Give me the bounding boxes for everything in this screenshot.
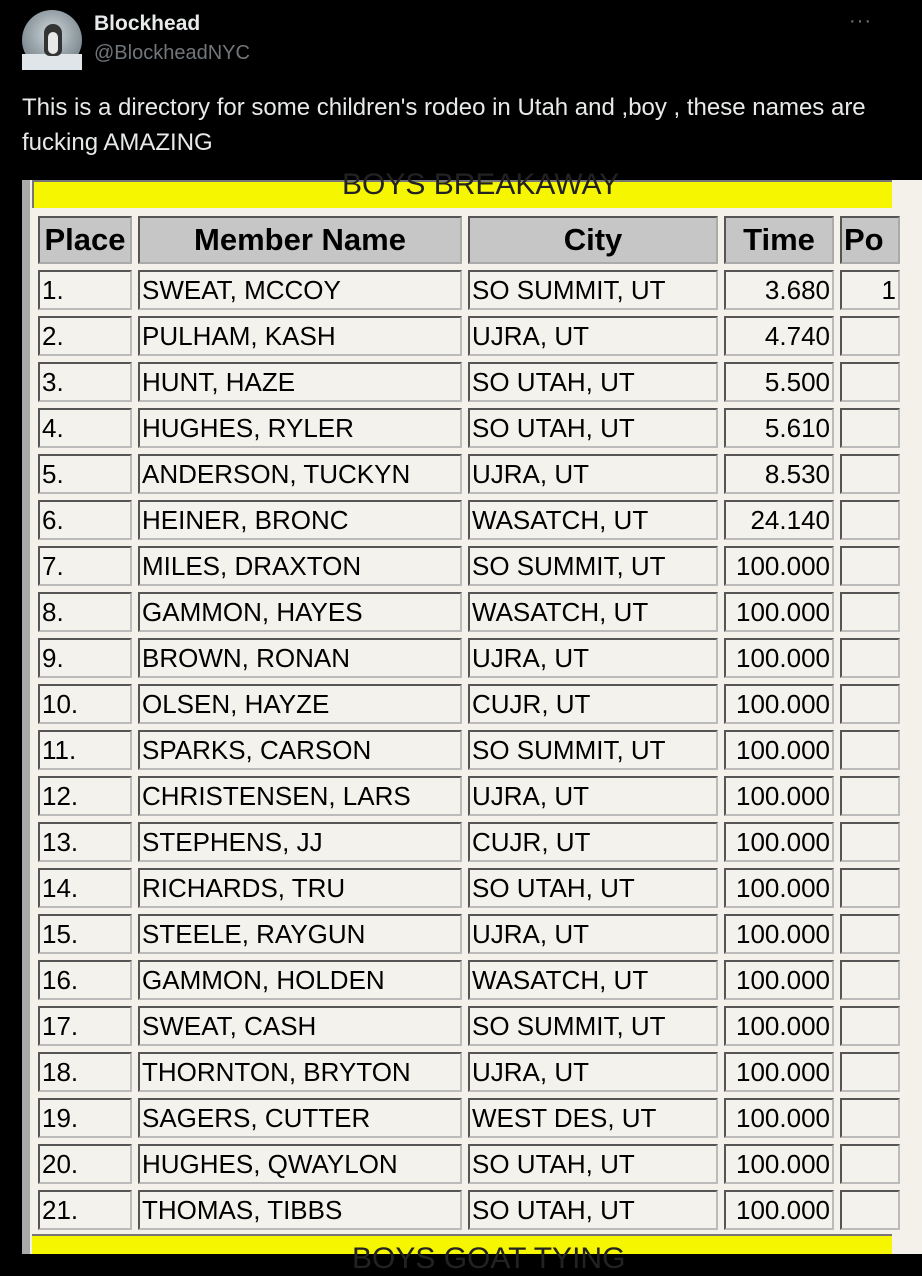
- table-row: [38, 684, 900, 724]
- post-text: This is a directory for some children's rodeo in Utah and ,boy , these names are fucking AMAZING: [22, 94, 866, 156]
- cell-city: WASATCH, UT: [468, 960, 718, 1000]
- cell-time: 100.000: [724, 1190, 834, 1230]
- col-header-points: Po: [840, 216, 900, 264]
- cell-place: 5.: [38, 454, 132, 494]
- cell-place: 15.: [38, 914, 132, 954]
- cell-time: 8.530: [724, 454, 834, 494]
- next-section-banner: [32, 1234, 892, 1275]
- cell-points: [840, 454, 900, 494]
- cell-place: 12.: [38, 776, 132, 816]
- cell-time: 100.000: [724, 776, 834, 816]
- cell-member-name: BROWN, RONAN: [138, 638, 462, 678]
- cell-member-name: SAGERS, CUTTER: [138, 1098, 462, 1138]
- table-row: [38, 914, 900, 954]
- cell-member-name: HEINER, BRONC: [138, 500, 462, 540]
- cell-time: 100.000: [724, 960, 834, 1000]
- cell-member-name: HUGHES, QWAYLON: [138, 1144, 462, 1184]
- cell-points: [840, 1052, 900, 1092]
- cell-member-name: HUGHES, RYLER: [138, 408, 462, 448]
- cell-time: 24.140: [724, 500, 834, 540]
- cell-points: [840, 546, 900, 586]
- results-table: [32, 210, 906, 1236]
- cell-city: SO SUMMIT, UT: [468, 546, 718, 586]
- avatar[interactable]: [22, 10, 82, 70]
- table-row: [38, 592, 900, 632]
- avatar-snow: [22, 54, 82, 70]
- col-header-member-name: Member Name: [138, 216, 462, 264]
- cell-place: 20.: [38, 1144, 132, 1184]
- cell-member-name: SPARKS, CARSON: [138, 730, 462, 770]
- cell-place: 11.: [38, 730, 132, 770]
- cell-points: 1: [840, 270, 900, 310]
- cell-city: UJRA, UT: [468, 1052, 718, 1092]
- table-row: [38, 270, 900, 310]
- cell-member-name: STEPHENS, JJ: [138, 822, 462, 862]
- table-row: [38, 1144, 900, 1184]
- cell-city: SO SUMMIT, UT: [468, 730, 718, 770]
- cell-city: SO UTAH, UT: [468, 362, 718, 402]
- cell-place: 3.: [38, 362, 132, 402]
- cell-points: [840, 960, 900, 1000]
- cell-city: SO UTAH, UT: [468, 408, 718, 448]
- cell-time: 100.000: [724, 1006, 834, 1046]
- cell-time: 100.000: [724, 868, 834, 908]
- cell-city: SO SUMMIT, UT: [468, 1006, 718, 1046]
- table-row: [38, 1052, 900, 1092]
- cell-city: WASATCH, UT: [468, 500, 718, 540]
- cell-member-name: GAMMON, HAYES: [138, 592, 462, 632]
- cell-points: [840, 500, 900, 540]
- col-header-time: Time: [724, 216, 834, 264]
- cell-place: 4.: [38, 408, 132, 448]
- table-row: [38, 960, 900, 1000]
- cell-points: [840, 1098, 900, 1138]
- cell-place: 2.: [38, 316, 132, 356]
- cell-city: UJRA, UT: [468, 316, 718, 356]
- cell-member-name: MILES, DRAXTON: [138, 546, 462, 586]
- more-dots-icon[interactable]: ···: [849, 10, 872, 32]
- cell-points: [840, 868, 900, 908]
- cell-time: 100.000: [724, 1098, 834, 1138]
- cell-place: 14.: [38, 868, 132, 908]
- cell-time: 3.680: [724, 270, 834, 310]
- post-image[interactable]: [22, 168, 896, 1275]
- cell-member-name: SWEAT, CASH: [138, 1006, 462, 1046]
- cell-points: [840, 1190, 900, 1230]
- cell-place: 18.: [38, 1052, 132, 1092]
- col-header-place: Place: [38, 216, 132, 264]
- cell-city: UJRA, UT: [468, 454, 718, 494]
- cell-time: 5.610: [724, 408, 834, 448]
- cell-points: [840, 684, 900, 724]
- section-banner: [32, 168, 892, 208]
- cell-points: [840, 914, 900, 954]
- cell-time: 100.000: [724, 730, 834, 770]
- table-row: [38, 362, 900, 402]
- cell-points: [840, 776, 900, 816]
- col-header-city: City: [468, 216, 718, 264]
- cell-points: [840, 1144, 900, 1184]
- table-row: [38, 638, 900, 678]
- table-row: [38, 1098, 900, 1138]
- table-row: [38, 546, 900, 586]
- table-header-row: [38, 216, 900, 264]
- cell-member-name: GAMMON, HOLDEN: [138, 960, 462, 1000]
- results-sheet: [22, 168, 922, 1275]
- cell-time: 100.000: [724, 914, 834, 954]
- cell-time: 100.000: [724, 1052, 834, 1092]
- table-row: [38, 730, 900, 770]
- cell-city: WEST DES, UT: [468, 1098, 718, 1138]
- table-row: [38, 316, 900, 356]
- table-row: [38, 776, 900, 816]
- cell-time: 100.000: [724, 822, 834, 862]
- cell-city: SO UTAH, UT: [468, 1190, 718, 1230]
- next-section-title: BOYS GOAT TYING: [352, 1242, 626, 1275]
- cell-points: [840, 592, 900, 632]
- table-row: [38, 500, 900, 540]
- cell-points: [840, 730, 900, 770]
- cell-city: SO SUMMIT, UT: [468, 270, 718, 310]
- sheet-frame: [22, 180, 30, 1254]
- cell-place: 21.: [38, 1190, 132, 1230]
- cell-place: 6.: [38, 500, 132, 540]
- penguin-belly: [48, 32, 58, 54]
- author-handle[interactable]: @BlockheadNYC: [94, 42, 250, 64]
- cell-city: CUJR, UT: [468, 684, 718, 724]
- cell-member-name: THORNTON, BRYTON: [138, 1052, 462, 1092]
- cell-member-name: CHRISTENSEN, LARS: [138, 776, 462, 816]
- table-row: [38, 454, 900, 494]
- cell-member-name: RICHARDS, TRU: [138, 868, 462, 908]
- cell-place: 1.: [38, 270, 132, 310]
- cell-time: 100.000: [724, 546, 834, 586]
- cell-city: WASATCH, UT: [468, 592, 718, 632]
- cell-member-name: OLSEN, HAYZE: [138, 684, 462, 724]
- cell-member-name: THOMAS, TIBBS: [138, 1190, 462, 1230]
- cell-place: 9.: [38, 638, 132, 678]
- cell-place: 13.: [38, 822, 132, 862]
- cell-city: UJRA, UT: [468, 914, 718, 954]
- table-row: [38, 868, 900, 908]
- cell-time: 4.740: [724, 316, 834, 356]
- cell-points: [840, 362, 900, 402]
- cell-city: CUJR, UT: [468, 822, 718, 862]
- cell-member-name: HUNT, HAZE: [138, 362, 462, 402]
- cell-time: 100.000: [724, 1144, 834, 1184]
- cell-place: 10.: [38, 684, 132, 724]
- cell-city: SO UTAH, UT: [468, 1144, 718, 1184]
- cell-points: [840, 408, 900, 448]
- table-row: [38, 822, 900, 862]
- author-name[interactable]: Blockhead: [94, 12, 201, 35]
- section-title: BOYS BREAKAWAY: [342, 168, 620, 201]
- cell-points: [840, 316, 900, 356]
- cell-place: 8.: [38, 592, 132, 632]
- cell-member-name: PULHAM, KASH: [138, 316, 462, 356]
- cell-member-name: STEELE, RAYGUN: [138, 914, 462, 954]
- cell-member-name: SWEAT, MCCOY: [138, 270, 462, 310]
- table-row: [38, 1006, 900, 1046]
- cell-place: 16.: [38, 960, 132, 1000]
- cell-time: 5.500: [724, 362, 834, 402]
- cell-place: 7.: [38, 546, 132, 586]
- cell-time: 100.000: [724, 638, 834, 678]
- post-header: [22, 10, 872, 70]
- cell-time: 100.000: [724, 684, 834, 724]
- table-row: [38, 1190, 900, 1230]
- cell-city: SO UTAH, UT: [468, 868, 718, 908]
- cell-member-name: ANDERSON, TUCKYN: [138, 454, 462, 494]
- cell-points: [840, 822, 900, 862]
- cell-city: UJRA, UT: [468, 638, 718, 678]
- cell-city: UJRA, UT: [468, 776, 718, 816]
- table-row: [38, 408, 900, 448]
- cell-time: 100.000: [724, 592, 834, 632]
- cell-place: 19.: [38, 1098, 132, 1138]
- cell-points: [840, 638, 900, 678]
- cell-points: [840, 1006, 900, 1046]
- cell-place: 17.: [38, 1006, 132, 1046]
